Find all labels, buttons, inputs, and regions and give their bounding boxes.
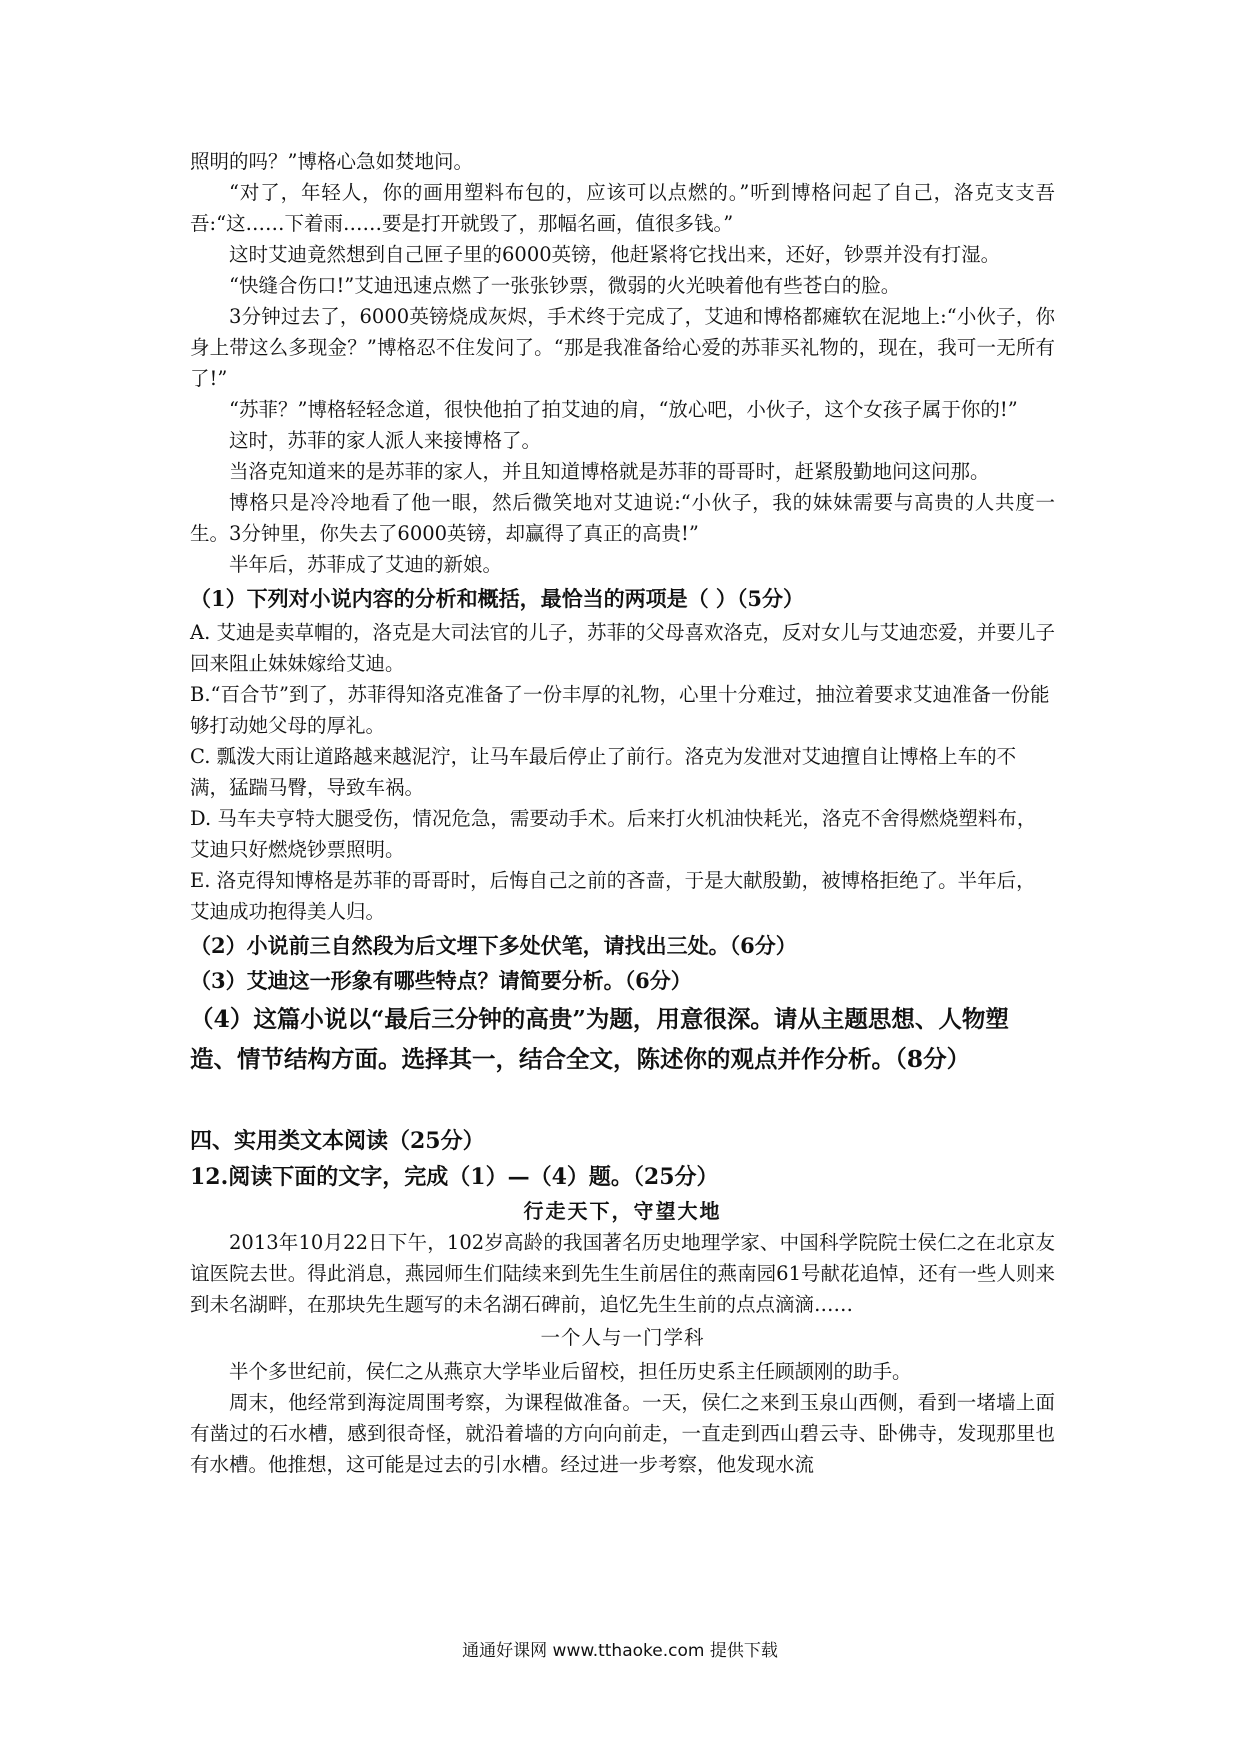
article-subtitle: 一个人与一门学科	[540, 1326, 705, 1349]
story-paragraph: “对了，年轻人，你的画用塑料布包的，应该可以点燃的。”听到博格问起了自己，洛克支支吾吾:“这……下着雨……要是打开就毁了，那幅名画，值很多钱。”	[190, 181, 1055, 235]
option-b: B.“百合节”到了，苏菲得知洛克准备了一份丰厚的礼物，心里十分难过，抽泣着要求艾迪准备一份能够打动她父母的厚礼。	[190, 683, 1050, 737]
story-paragraph: “快缝合伤口!”艾迪迅速点燃了一张张钞票，微弱的火光映着他有些苍白的脸。	[229, 274, 901, 297]
story-paragraph: 这时艾迪竟然想到自己匣子里的6000英镑，他赶紧将它找出来，还好，钞票并没有打湿。	[229, 243, 1001, 266]
option-c: C. 瓢泼大雨让道路越来越泥泞，让马车最后停止了前行。洛克为发泄对艾迪擅自让博格上车的不满，猛踹马臀，导致车祸。	[190, 745, 1017, 799]
question-3: （3）艾迪这一形象有哪些特点？请简要分析。（6分）	[190, 968, 692, 993]
section-gap	[190, 1081, 1055, 1123]
question-2: （2）小说前三自然段为后文埋下多处伏笔，请找出三处。（6分）	[190, 933, 797, 958]
article-title: 行走天下，守望大地	[523, 1199, 722, 1223]
story-paragraph: 当洛克知道来的是苏菲的家人，并且知道博格就是苏菲的哥哥时，赶紧殷勤地问这问那。	[229, 460, 990, 483]
option-a: A. 艾迪是卖草帽的，洛克是大司法官的儿子，苏菲的父母喜欢洛克，反对女儿与艾迪恋爱，并要儿子回来阻止妹妹嫁给艾迪。	[190, 621, 1055, 675]
footer-text: 通通好课网 www.tthaoke.com 提供下载	[462, 1641, 778, 1661]
article-paragraph: 半个多世纪前，侯仁之从燕京大学毕业后留校，担任历史系主任顾颉刚的助手。	[229, 1360, 912, 1383]
story-paragraph: “苏菲？”博格轻轻念道，很快他拍了拍艾迪的肩，“放心吧，小伙子，这个女孩子属于你的!”	[229, 398, 1018, 421]
page-content	[190, 146, 1055, 1480]
option-d: D. 马车夫亨特大腿受伤，情况危急，需要动手术。后来打火机油快耗光，洛克不舍得燃烧塑料布，艾迪只好燃烧钞票照明。	[190, 807, 1037, 861]
question-12: 12.阅读下面的文字，完成（1）—（4）题。（25分）	[190, 1164, 719, 1190]
story-paragraph: 3分钟过去了，6000英镑烧成灰烬，手术终于完成了，艾迪和博格都瘫软在泥地上:“小伙子，你身上带这么多现金？”博格忍不住发问了。“那是我准备给心爱的苏菲买礼物的，现在，我可一无所有了!”	[190, 305, 1055, 390]
story-paragraph: 照明的吗？”博格心急如焚地问。	[190, 150, 473, 173]
story-paragraph: 半年后，苏菲成了艾迪的新娘。	[229, 553, 503, 576]
article-paragraph: 2013年10月22日下午，102岁高龄的我国著名历史地理学家、中国科学院院士侯仁之在北京友谊医院去世。得此消息，燕园师生们陆续来到先生生前居住的燕南园61号献花追悼，还有一些人则来到未名湖畔，在那块先生题写的未名湖石碑前，追忆先生生前的点点滴滴……	[190, 1231, 1055, 1316]
story-paragraph: 这时，苏菲的家人派人来接博格了。	[229, 429, 542, 452]
option-e: E. 洛克得知博格是苏菲的哥哥时，后悔自己之前的吝啬，于是大献殷勤，被博格拒绝了。半年后，艾迪成功抱得美人归。	[190, 869, 1036, 923]
question-1: （1）下列对小说内容的分析和概括，最恰当的两项是（ ）（5分）	[190, 586, 805, 611]
question-4: （4）这篇小说以“最后三分钟的高贵”为题，用意很深。请从主题思想、人物塑造、情节结构方面。选择其一，结合全文，陈述你的观点并作分析。（8分）	[190, 1005, 1009, 1073]
story-paragraph: 博格只是冷冷地看了他一眼，然后微笑地对艾迪说:“小伙子，我的妹妹需要与高贵的人共度一生。3分钟里，你失去了6000英镑，却赢得了真正的高贵!”	[190, 491, 1055, 545]
section-heading: 四、实用类文本阅读（25分）	[190, 1128, 485, 1154]
article-paragraph: 周末，他经常到海淀周围考察，为课程做准备。一天，侯仁之来到玉泉山西侧，看到一堵墙上面有凿过的石水槽，感到很奇怪，就沿着墙的方向向前走，一直走到西山碧云寺、卧佛寺，发现那里也有水槽。他推想，这可能是过去的引水槽。经过进一步考察，他发现水流	[190, 1391, 1055, 1476]
